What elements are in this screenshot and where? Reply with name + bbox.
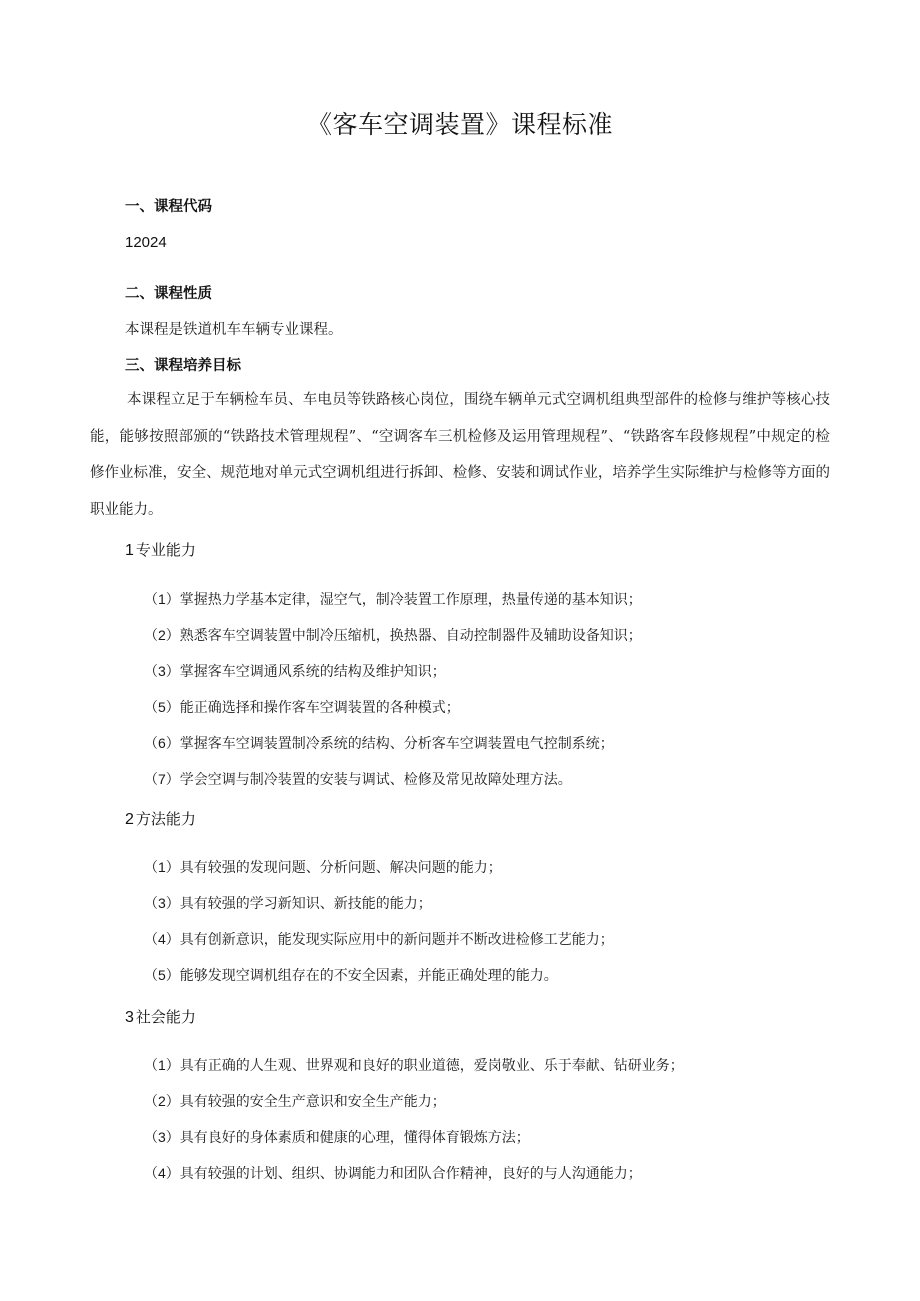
course-goals-paragraph: 本课程立足于车辆检车员、车电员等铁路核心岗位，围绕车辆单元式空调机组典型部件的检修与维护等核心技能，能够按照部颁的“铁路技术管理规程”、“空调客车三机检修及运用管理规程”、“铁路客车段修规程”中规定的检修作业标准，安全、规范地对单元式空调机组进行拆卸、检修、安装和调试作业，培养学生实际维护与检修等方面的职业能力。 — [90, 392, 830, 518]
ability-heading-method — [125, 809, 196, 830]
list-item: （4）具有创新意识，能发现实际应用中的新问题并不断改进检修工艺能力； — [144, 931, 614, 948]
section-heading-course-nature: 二、课程性质 — [125, 286, 212, 302]
list-item: （3）掌握客车空调通风系统的结构及维护知识； — [144, 663, 446, 680]
list-item: （1）具有较强的发现问题、分析问题、解决问题的能力； — [144, 859, 502, 876]
page-title: 《客车空调装置》课程标准 — [306, 110, 613, 139]
ability-number: 3 — [125, 1009, 134, 1026]
ability-label: 方法能力 — [135, 810, 196, 828]
list-item: （1）具有正确的人生观、世界观和良好的职业道德，爱岗敬业、乐于奉献、钻研业务； — [144, 1057, 684, 1074]
ability-label: 社会能力 — [135, 1008, 196, 1026]
list-item: （2）具有较强的安全生产意识和安全生产能力； — [144, 1093, 446, 1110]
course-nature-text: 本课程是铁道机车车辆专业课程。 — [125, 322, 343, 338]
list-item: （3）具有良好的身体素质和健康的心理，懂得体育锻炼方法； — [144, 1129, 530, 1146]
list-item: （5）能正确选择和操作客车空调装置的各种模式； — [144, 699, 460, 716]
ability-label: 专业能力 — [135, 541, 196, 559]
section-heading-course-code: 一、课程代码 — [125, 199, 212, 215]
ability-heading-professional — [125, 540, 196, 561]
section-heading-course-goals: 三、课程培养目标 — [125, 358, 241, 374]
list-item: （7）学会空调与制冷装置的安装与调试、检修及常见故障处理方法。 — [144, 771, 572, 788]
list-item: （6）掌握客车空调装置制冷系统的结构、分析客车空调装置电气控制系统； — [144, 735, 614, 752]
ability-number: 2 — [125, 811, 134, 828]
list-item: （5）能够发现空调机组存在的不安全因素，并能正确处理的能力。 — [144, 967, 558, 984]
list-item: （4）具有较强的计划、组织、协调能力和团队合作精神，良好的与人沟通能力； — [144, 1165, 642, 1182]
list-item: （3）具有较强的学习新知识、新技能的能力； — [144, 895, 432, 912]
list-item: （2）熟悉客车空调装置中制冷压缩机，换热器、自动控制器件及辅助设备知识； — [144, 627, 642, 644]
list-item: （1）掌握热力学基本定律，湿空气，制冷装置工作原理，热量传递的基本知识； — [144, 591, 642, 608]
ability-heading-social — [125, 1007, 196, 1028]
course-code-value: 12024 — [125, 234, 167, 251]
ability-number: 1 — [125, 542, 134, 559]
